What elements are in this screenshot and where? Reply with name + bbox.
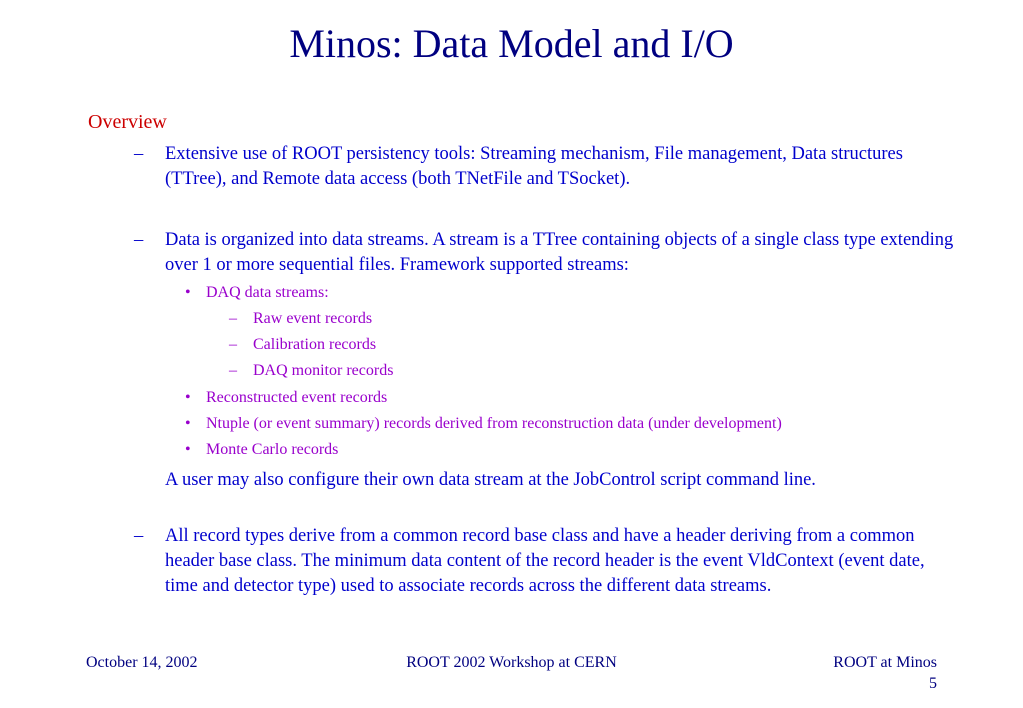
dash-marker: –	[134, 230, 144, 250]
dash-marker: –	[229, 336, 237, 353]
stream-item-reconstructed	[185, 388, 387, 408]
dash-marker: –	[229, 362, 237, 379]
footer-event: ROOT 2002 Workshop at CERN	[406, 654, 617, 671]
page-number: 5	[929, 675, 937, 692]
user-stream-note: A user may also configure their own data stream at the JobControl script command line.	[165, 470, 816, 490]
section-heading-overview: Overview	[88, 111, 167, 133]
footer-date: October 14, 2002	[86, 654, 198, 671]
dash-marker: –	[134, 526, 144, 546]
daq-sub-item-calibration	[229, 335, 376, 355]
stream-item-text: Monte Carlo records	[206, 441, 339, 458]
list-item-text: Extensive use of ROOT persistency tools: Streaming mechanism, File management, Data structures (TTree), and Remote data access (both TNetFile and TSocket).	[165, 144, 903, 189]
bullet-marker: •	[185, 389, 191, 406]
daq-sub-item-monitor	[229, 361, 393, 381]
footer-topic: ROOT at Minos	[833, 654, 937, 671]
bullet-marker: •	[185, 284, 191, 301]
list-item-root-persistency	[134, 142, 954, 192]
bullet-marker: •	[185, 415, 191, 432]
stream-item-ntuple	[185, 414, 782, 434]
list-item-data-streams	[134, 228, 954, 278]
stream-item-daq	[185, 283, 329, 303]
stream-item-text: Reconstructed event records	[206, 389, 388, 406]
dash-marker: –	[229, 310, 237, 327]
list-item-text: All record types derive from a common record base class and have a header deriving from a common header base class. The minimum data content of the record header is the event VldContext (event date, time and detector type) used to associate records across the different data streams.	[165, 526, 925, 596]
list-item-record-types	[134, 524, 954, 599]
daq-sub-item-text: DAQ monitor records	[253, 362, 394, 379]
dash-marker: –	[134, 144, 144, 164]
stream-item-monte-carlo	[185, 440, 338, 460]
daq-sub-item-text: Raw event records	[253, 310, 373, 327]
slide-title: Minos: Data Model and I/O	[289, 21, 734, 66]
stream-item-text: Ntuple (or event summary) records derived from reconstruction data (under development)	[206, 415, 782, 432]
list-item-text: Data is organized into data streams. A stream is a TTree containing objects of a single class type extending over 1 or more sequential files. Framework supported streams:	[165, 230, 954, 275]
daq-sub-item-raw	[229, 309, 372, 329]
bullet-marker: •	[185, 441, 191, 458]
stream-item-text: DAQ data streams:	[206, 284, 329, 301]
daq-sub-item-text: Calibration records	[253, 336, 377, 353]
footer-topic-page	[833, 652, 937, 694]
